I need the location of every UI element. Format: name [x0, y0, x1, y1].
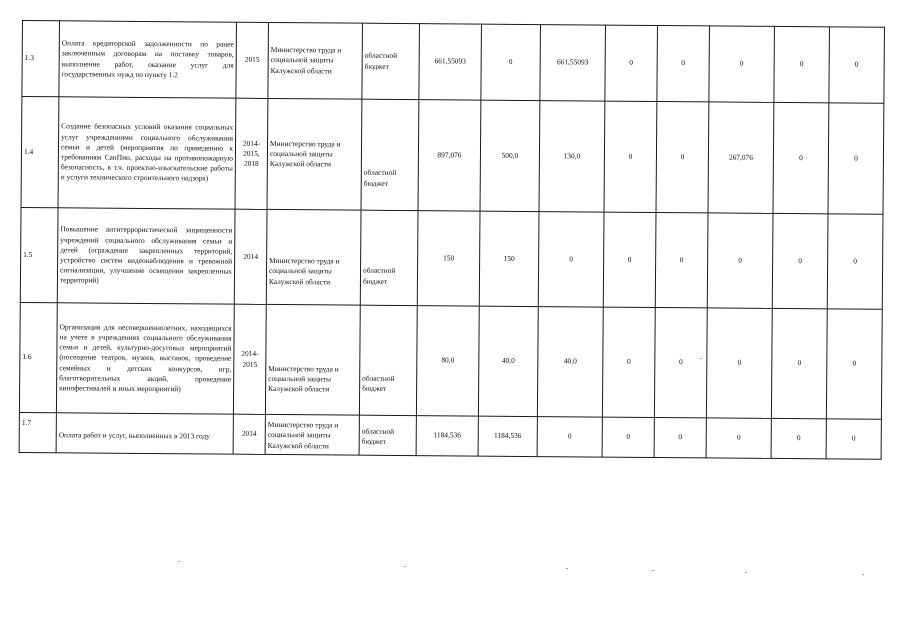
- scan-speck: [745, 572, 747, 573]
- year-value: 0: [654, 417, 706, 457]
- funding-source: областной бюджет: [362, 23, 420, 99]
- year-value: 0: [602, 307, 655, 417]
- row-number: 1.4: [21, 97, 59, 208]
- table-row: [19, 302, 882, 419]
- executor: Министерство труда и социальной защиты Калужской области: [267, 98, 362, 210]
- executor: Министерство труда и социальной защиты Калужской области: [268, 22, 363, 99]
- year-value: 0: [603, 212, 656, 307]
- measure-description: Оплата работ и услуг, выполненных в 2013 году: [56, 413, 233, 454]
- year-value: 0: [656, 101, 709, 212]
- measure-description: Организация для несовершеннолетних, находящихся на учете в учреждениях социального обслуживания семьи и детей, культурно-досуговых мероприятий (посещение театров, музеев, выставок, проведение семейных и детских конкурсов, игр, благотворительных акций, проведение кинофестивалей и иных мероприятий): [56, 303, 234, 414]
- year-value: 0: [709, 26, 775, 103]
- funding-source: областной бюджет: [360, 210, 418, 305]
- scan-speck: [700, 358, 702, 359]
- scan-speck: [404, 566, 406, 567]
- total-value: 80,0: [416, 306, 479, 416]
- year-value: 0: [774, 26, 830, 102]
- year-value: 0: [829, 27, 885, 103]
- total-value: 150: [417, 211, 480, 306]
- table-row: [22, 21, 885, 104]
- year-value: 0: [773, 102, 829, 213]
- year-value: 0: [827, 214, 883, 309]
- measure-description: Оплата кредиторской задолженности по ранее заключенным договорам на поставку товаров, выполнение работ, оказание услуг для государственных нужд по пункту 1.2: [59, 21, 237, 98]
- funding-source: областной бюджет: [359, 415, 416, 455]
- year-value: 0: [657, 25, 710, 101]
- total-value: 1184,536: [416, 416, 478, 456]
- year-value: 130,0: [539, 101, 605, 213]
- implementation-years: 2015: [236, 22, 269, 98]
- row-number: 1.5: [20, 207, 58, 302]
- measure-description: Создание безопасных условий оказания социальных услуг учреждениями социального обслуживания семьи и детей (мероприятия по приведению к требованиям СанПин, расходы на противопожарную безопасность, в т.ч. проектно-изыскательские работы и услуги технического строительного надзора): [58, 97, 236, 209]
- year-value: 661,55093: [540, 25, 606, 102]
- scan-speck: [652, 570, 654, 571]
- row-number: 1.6: [19, 302, 57, 412]
- year-value: 0: [481, 24, 541, 100]
- program-measures-table: [19, 20, 885, 460]
- implementation-years: 2014: [233, 414, 265, 454]
- year-value: 0: [772, 213, 828, 308]
- table-row: [19, 412, 881, 459]
- year-value: 0: [707, 213, 773, 309]
- year-value: 0: [537, 417, 602, 458]
- scan-speck: [862, 574, 864, 575]
- executor: Министерство труда и социальной защиты Калужской области: [265, 414, 359, 455]
- executor: Министерство труда и социальной защиты Калужской области: [265, 304, 360, 415]
- year-value: 0: [771, 418, 826, 458]
- year-value: 0: [654, 307, 707, 417]
- year-value: 0: [826, 309, 882, 419]
- year-value: 0: [605, 25, 658, 101]
- year-value: 0: [538, 212, 604, 308]
- year-value: 0: [828, 103, 884, 214]
- total-value: 661,55093: [419, 24, 482, 100]
- measure-description: Повышение антитеррористической защищенности учреждений социального обслуживания семьи и детей (ограждение закрепленных территорий, устройство систем видеонаблюдения и тревожной сигнализации, улучшение освещения закрепленных территорий): [57, 208, 235, 304]
- year-value: 1184,536: [478, 416, 537, 456]
- year-value: 150: [479, 211, 539, 306]
- year-value: 267,076: [708, 102, 774, 214]
- funding-source: областной бюджет: [359, 305, 417, 415]
- table-row: [21, 97, 884, 215]
- year-value: 0: [602, 417, 654, 457]
- executor: Министерство труда и социальной защиты Калужской области: [266, 209, 361, 305]
- row-number: 1.3: [22, 21, 60, 97]
- year-value: 40,0: [478, 306, 538, 416]
- year-value: 0: [706, 418, 771, 459]
- funding-source: областной бюджет: [361, 99, 419, 210]
- table-row: [20, 207, 883, 309]
- year-value: 0: [604, 101, 657, 212]
- year-value: 40,0: [537, 307, 603, 418]
- year-value: 0: [826, 419, 881, 459]
- scan-speck: [566, 568, 568, 569]
- year-value: 0: [706, 308, 772, 419]
- scan-speck: [178, 561, 180, 562]
- year-value: 0: [771, 308, 827, 418]
- year-value: 500,0: [480, 100, 540, 211]
- total-value: 897,076: [418, 100, 481, 211]
- implementation-years: 2014-2015, 2018: [235, 98, 268, 209]
- year-value: 0: [655, 212, 708, 307]
- implementation-years: 2014: [234, 209, 267, 304]
- implementation-years: 2014-2015: [233, 304, 266, 414]
- row-number: 1.7: [19, 412, 56, 452]
